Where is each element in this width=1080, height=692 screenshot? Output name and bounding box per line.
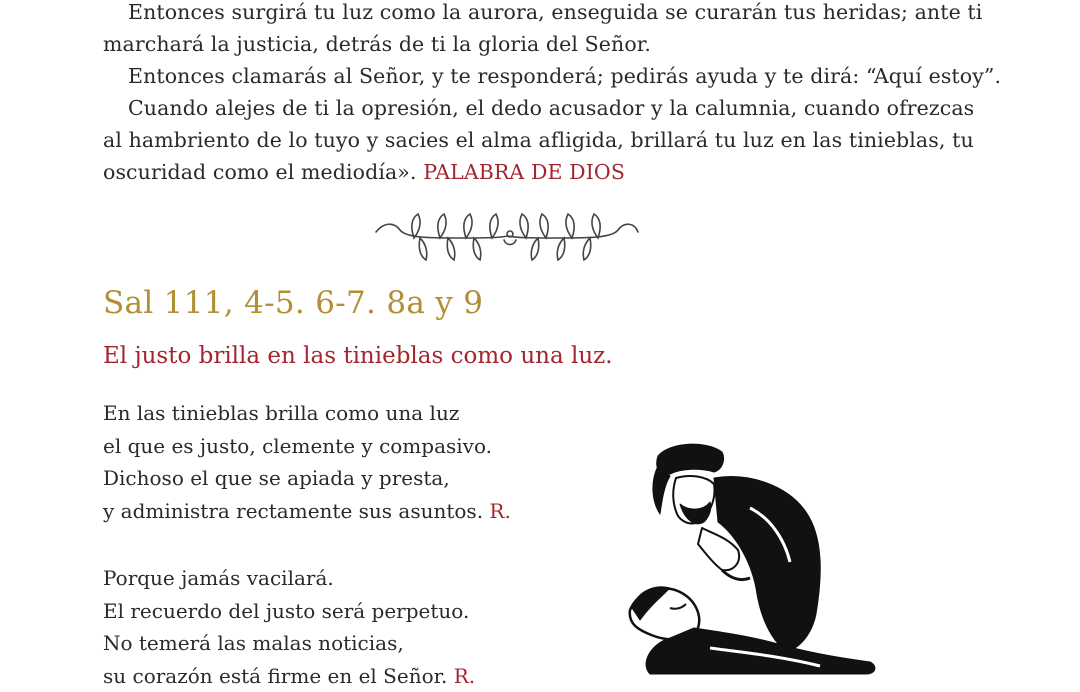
stanza-line: Porque jamás vacilará. bbox=[103, 562, 475, 595]
reading-line: Entonces surgirá tu luz como la aurora, enseguida se curarán tus heridas; ante ti bbox=[103, 0, 983, 28]
stanza-line: el que es justo, clemente y compasivo. bbox=[103, 430, 511, 463]
reading-line: marchará la justicia, detrás de ti la gloria del Señor. bbox=[103, 28, 983, 60]
good-samaritan-illustration bbox=[610, 438, 900, 675]
first-reading bbox=[103, 0, 983, 188]
vine-divider-icon bbox=[370, 208, 642, 264]
stanza-line: No temerá las malas noticias, bbox=[103, 627, 475, 660]
stanza-line: En las tinieblas brilla como una luz bbox=[103, 397, 511, 430]
reading-closing: PALABRA DE DIOS bbox=[423, 160, 625, 184]
reading-line: al hambriento de lo tuyo y sacies el alma afligida, brillará tu luz en las tinieblas, tu bbox=[103, 124, 983, 156]
psalm-title: Sal 111, 4-5. 6-7. 8a y 9 bbox=[103, 285, 483, 321]
stanza-line: El recuerdo del justo será perpetuo. bbox=[103, 595, 475, 628]
stanza-line: Dichoso el que se apiada y presta, bbox=[103, 462, 511, 495]
reading-line: Entonces clamarás al Señor, y te responderá; pedirás ayuda y te dirá: “Aquí estoy”. bbox=[103, 60, 983, 92]
stanza-line-text: y administra rectamente sus asuntos. bbox=[103, 499, 483, 523]
response-marker: R. bbox=[454, 664, 475, 688]
stanza-line-text: su corazón está firme en el Señor. bbox=[103, 664, 447, 688]
reading-last-line bbox=[103, 156, 983, 188]
psalm-stanza-1 bbox=[103, 397, 511, 527]
stanza-line bbox=[103, 660, 475, 692]
response-marker: R. bbox=[489, 499, 510, 523]
reading-line: oscuridad como el mediodía». bbox=[103, 160, 417, 184]
psalm-refrain: El justo brilla en las tinieblas como una luz. bbox=[103, 343, 613, 369]
stanza-line bbox=[103, 495, 511, 528]
psalm-stanza-2 bbox=[103, 562, 475, 692]
reading-line: Cuando alejes de ti la opresión, el dedo acusador y la calumnia, cuando ofrezcas bbox=[103, 92, 983, 124]
